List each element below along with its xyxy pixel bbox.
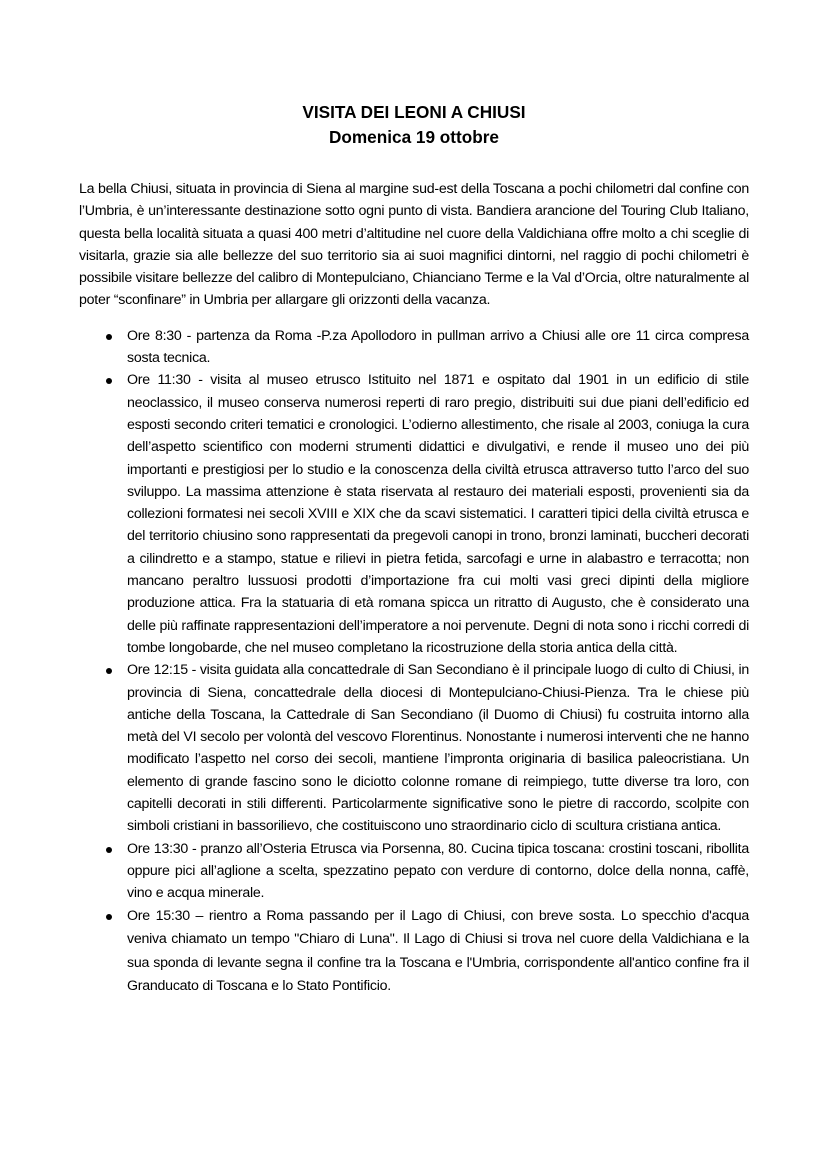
bullet-icon [106,847,112,853]
bullet-icon [106,334,112,340]
schedule-item [79,369,749,659]
schedule-item-text: Ore 11:30 - visita al museo etrusco Istituito nel 1871 e ospitato dal 1901 in un edificio di stile neoclassico, il museo conserva numerosi reperti di raro pregio, distribuiti sui due piani dell’edificio ed esposti secondo criteri tematici e cronologici. L’odierno allestimento, che risale al 2003, coniuga la cura dell’aspetto scientifico con moderni strumenti didattici e divulgativi, e rende il museo uno dei più importanti e prestigiosi per lo studio e la conoscenza della civiltà etrusca attraverso tutto l’arco del suo sviluppo. La massima attenzione è stata riservata al restauro dei materiali esposti, provenienti sia da collezioni formatesi nei secoli XVIII e XIX che da scavi sistematici. I caratteri tipici della civiltà etrusca e del territorio chiusino sono rappresentati da pregevoli canopi in trono, bronzi laminati, buccheri decorati a cilindretto e a stampo, statue e rilievi in pietra fetida, sarcofagi e urne in alabastro e terracotta; non mancano peraltro lussuosi prodotti d’importazione fra cui molti vasi greci dipinti della migliore produzione attica. Fra la statuaria di età romana spicca un ritratto di Augusto, che è considerato una delle più raffinate rappresentazioni dell’imperatore a noi pervenute. Degni di nota sono i ricchi corredi di tombe longobarde, che nel museo completano la ricostruzione della storia antica della città. [127,372,749,656]
schedule-item [79,905,749,999]
schedule-item-text: Ore 8:30 - partenza da Roma -P.za Apollodoro in pullman arrivo a Chiusi alle ore 11 circa compresa sosta tecnica. [127,327,749,367]
bullet-icon [106,668,112,674]
schedule-list [79,325,749,999]
schedule-item-text: Ore 13:30 - pranzo all’Osteria Etrusca via Porsenna, 80. Cucina tipica toscana: crostini toscani, ribollita oppure pici all’aglione a scelta, spezzatino pepato con verdure di contorno, dolce della nonna, caffè, vino e acqua minerale. [127,840,749,902]
document-page [79,100,749,999]
schedule-item-text: Ore 12:15 - visita guidata alla concattedrale di San Secondiano è il principale luogo di culto di Chiusi, in provincia di Siena, concattedrale della diocesi di Montepulciano-Chiusi-Pienza. Tra le chiese più antiche della Toscana, la Cattedrale di San Secondiano (il Duomo di Chiusi) fu costruita intorno alla metà del VI secolo per volontà del vescovo Florentinus. Nonostante i numerosi interventi che ne hanno modificato l’aspetto nel corso dei secoli, mantiene l’impronta originaria di basilica paleocristiana. Un elemento di grande fascino sono le diciotto colonne romane di reimpiego, tutte diverse tra loro, con capitelli decorati in stili differenti. Particolarmente significative sono le pietre di raccordo, scolpite con simboli cristiani in bassorilievo, che costituiscono uno straordinario ciclo di scultura cristiana antica. [127,662,749,835]
schedule-item-text: Ore 15:30 – rientro a Roma passando per il Lago di Chiusi, con breve sosta. Lo specchio d'acqua veniva chiamato un tempo "Chiaro di Luna". Il Lago di Chiusi si trova nel cuore della Valdichiana e la sua sponda di levante segna il confine tra la Toscana e l'Umbria, corrispondente all'antico confine fra il Granducato di Toscana e lo Stato Pontificio. [127,907,749,995]
document-title: VISITA DEI LEONI A CHIUSI [302,102,526,122]
schedule-item [79,659,749,837]
intro-paragraph: La bella Chiusi, situata in provincia di Siena al margine sud-est della Toscana a pochi chilometri dal confine con l’Umbria, è un’interessante destinazione sotto ogni punto di vista. Bandiera arancione del Touring Club Italiano, questa bella località situata a quasi 400 metri d’altitudine nel cuore della Valdichiana offre molto a chi sceglie di visitarla, grazie sia alle bellezze del suo territorio sia ai suoi magnifici dintorni, nel raggio di pochi chilometri è possibile visitare bellezze del calibro di Montepulciano, Chianciano Terme e la Val d’Orcia, oltre naturalmente al poter “sconfinare” in Umbria per allargare gli orizzonti della vacanza. [79,181,749,309]
schedule-item [79,838,749,905]
title-block [79,100,749,150]
bullet-icon [106,914,112,920]
document-subtitle: Domenica 19 ottobre [328,127,499,147]
bullet-icon [106,378,112,384]
schedule-item [79,325,749,370]
